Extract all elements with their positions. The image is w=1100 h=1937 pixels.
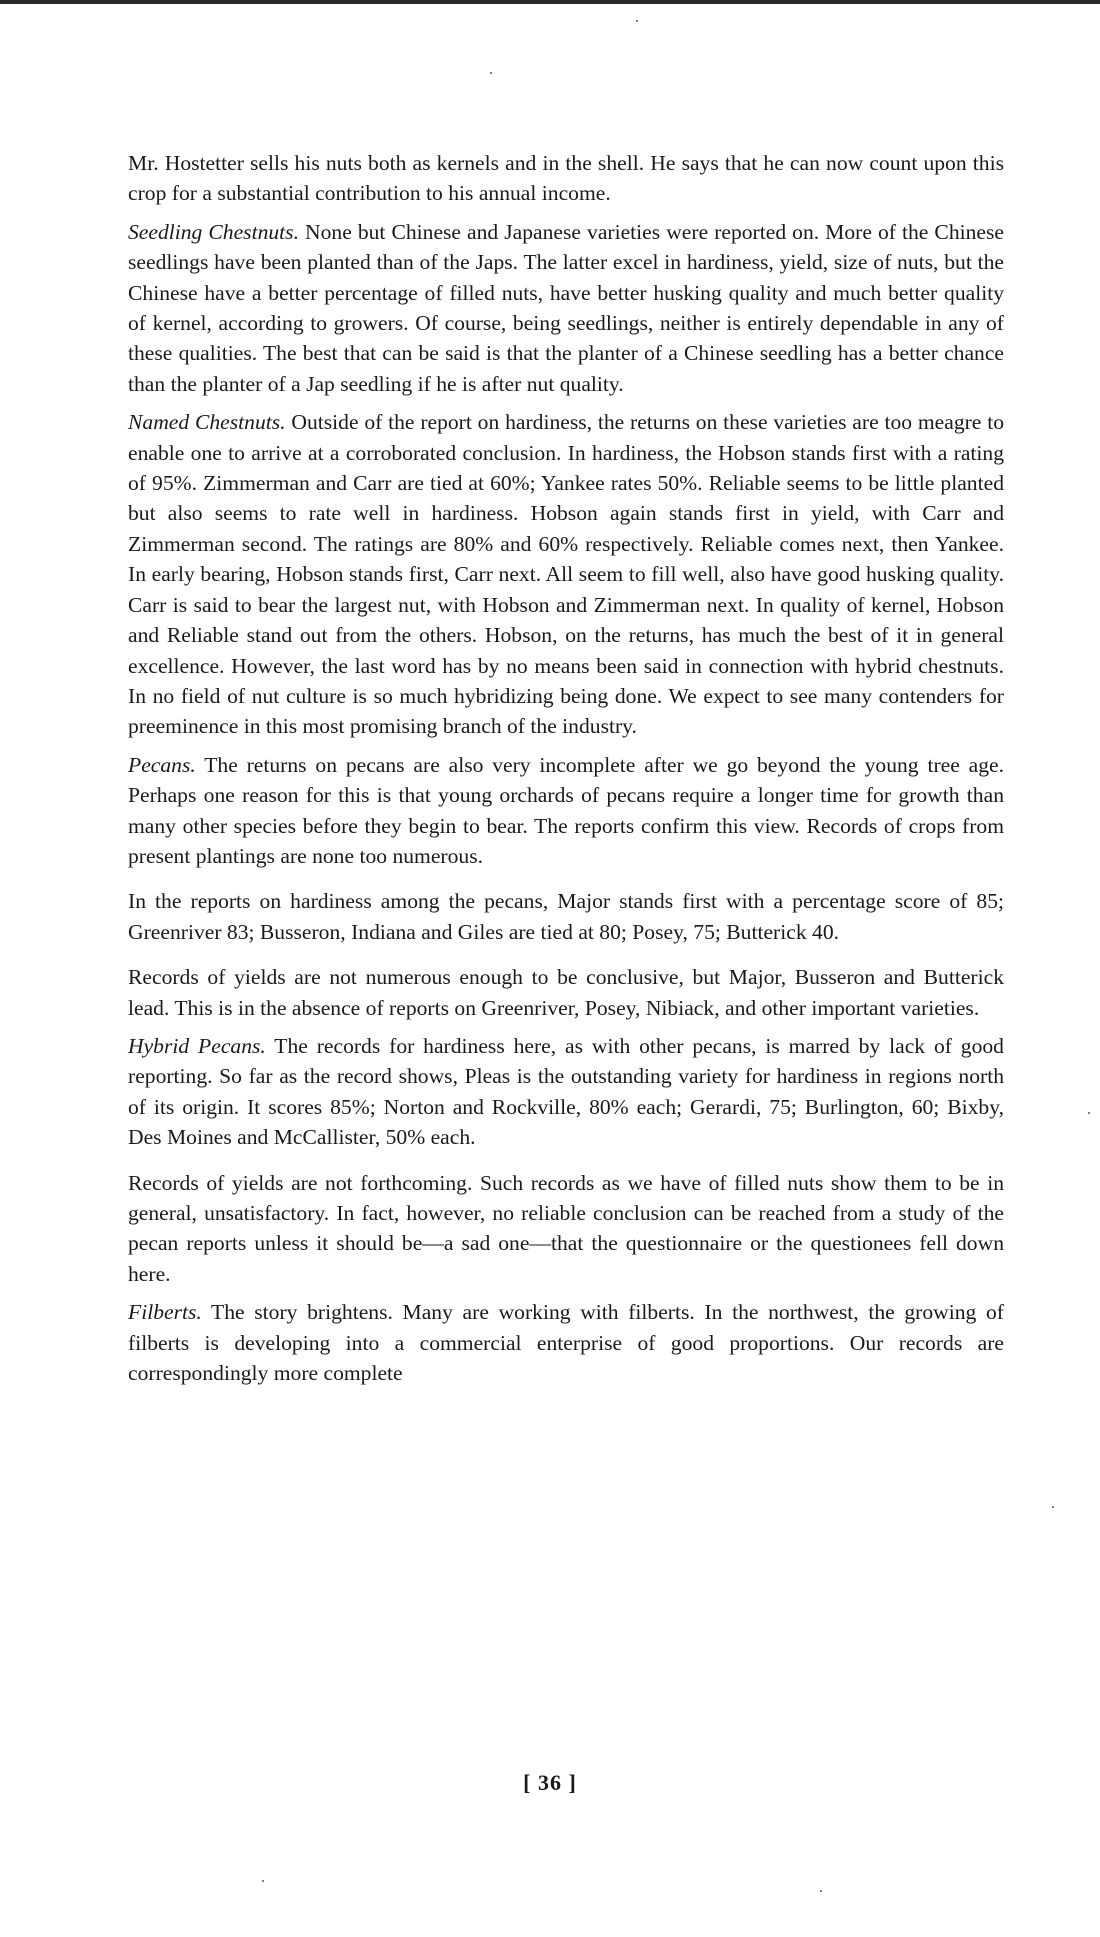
section-heading: Pecans. — [128, 752, 196, 777]
paragraph-text: None but Chinese and Japanese varieties were reported on. More of the Chinese seedlings have been planted than of the Japs. The latter excel in hardiness, yield, size of nuts, but the Chinese have a better percentage of filled nuts, have better husking quality and much better quality of kernel, according to growers. Of course, being seedlings, neither is entirely dependable in any of these qualities. The best that can be said is that the planter of a Chinese seedling has a better chance than the planter of a Jap seedling if he is after nut quality. — [128, 219, 1004, 396]
scan-speck — [636, 20, 638, 22]
paragraph-pecan-hardiness — [128, 886, 1004, 947]
scan-speck — [262, 1880, 264, 1882]
paragraph-hybrid-pecans — [128, 1031, 1004, 1153]
section-heading: Seedling Chestnuts. — [128, 219, 299, 244]
paragraph-text: Records of yields are not numerous enough to be conclusive, but Major, Busseron and Butterick lead. This is in the absence of reports on Greenriver, Posey, Nibiack, and other important varieties. — [128, 965, 1004, 1020]
section-heading: Filberts. — [128, 1300, 202, 1325]
paragraph-hostetter — [128, 148, 1004, 209]
scan-speck — [1052, 1506, 1054, 1508]
paragraph-text: The returns on pecans are also very incomplete after we go beyond the young tree age. Perhaps one reason for this is that young orchards of pecans require a longer time for growth than many other species before they begin to bear. The reports confirm this view. Records of crops from present plantings are none too numerous. — [128, 752, 1004, 868]
paragraph-text: The story brightens. Many are working with filberts. In the northwest, the growing of filberts is developing into a commercial enterprise of good proportions. Our records are correspondingly more complete — [128, 1300, 1004, 1386]
scan-speck — [1088, 1112, 1090, 1114]
paragraph-pecan-yields — [128, 962, 1004, 1023]
paragraph-text: Outside of the report on hardiness, the returns on these varieties are too meagre to enable one to arrive at a corroborated conclusion. In hardiness, the Hobson stands first with a rating of 95%. Zimmerman and Carr are tied at 60%; Yankee rates 50%. Reliable seems to be little planted but also seems to rate well in hardiness. Hobson again stands first in yield, with Carr and Zimmerman second. The ratings are 80% and 60% respectively. Reliable comes next, then Yankee. In early bearing, Hobson stands first, Carr next. All seem to fill well, also have good husking quality. Carr is said to bear the largest nut, with Hobson and Zimmerman next. In quality of kernel, Hobson and Reliable stand out from the others. Hobson, on the returns, has much the best of it in general excellence. However, the last word has by no means been said in connection with hybrid chestnuts. In no field of nut culture is so much hybridizing being done. We expect to see many contenders for preeminence in this most promising branch of the industry. — [128, 410, 1004, 739]
paragraph-filberts — [128, 1297, 1004, 1388]
paragraph-text: In the reports on hardiness among the pecans, Major stands first with a percentage score of 85; Greenriver 83; Busseron, Indiana and Giles are tied at 80; Posey, 75; Butterick 40. — [128, 889, 1004, 944]
scan-speck — [820, 1890, 822, 1892]
section-heading: Named Chestnuts. — [128, 410, 286, 435]
page-body — [128, 148, 1004, 1396]
paragraph-text: Mr. Hostetter sells his nuts both as kernels and in the shell. He says that he can now count upon this crop for a substantial contribution to his annual income. — [128, 151, 1004, 206]
page-number: [ 36 ] — [523, 1770, 577, 1795]
paragraph-text: The records for hardiness here, as with other pecans, is marred by lack of good reporting. So far as the record shows, Pleas is the outstanding variety for hardiness in regions north of its origin. It scores 85%; Norton and Rockville, 80% each; Gerardi, 75; Burlington, 60; Bixby, Des Moines and McCallister, 50% each. — [128, 1033, 1004, 1150]
scan-speck — [490, 72, 492, 74]
paragraph-seedling-chestnuts — [128, 217, 1004, 399]
paragraph-hybrid-yields — [128, 1168, 1004, 1290]
paragraph-pecans — [128, 750, 1004, 872]
section-heading: Hybrid Pecans. — [128, 1033, 266, 1058]
paragraph-text: Records of yields are not forthcoming. Such records as we have of filled nuts show them to be in general, unsatisfactory. In fact, however, no reliable conclusion can be reached from a study of the pecan reports unless it should be—a sad one—that the questionnaire or the questionees fell down here. — [128, 1170, 1004, 1286]
top-edge-rule — [0, 0, 1100, 4]
paragraph-named-chestnuts — [128, 407, 1004, 741]
